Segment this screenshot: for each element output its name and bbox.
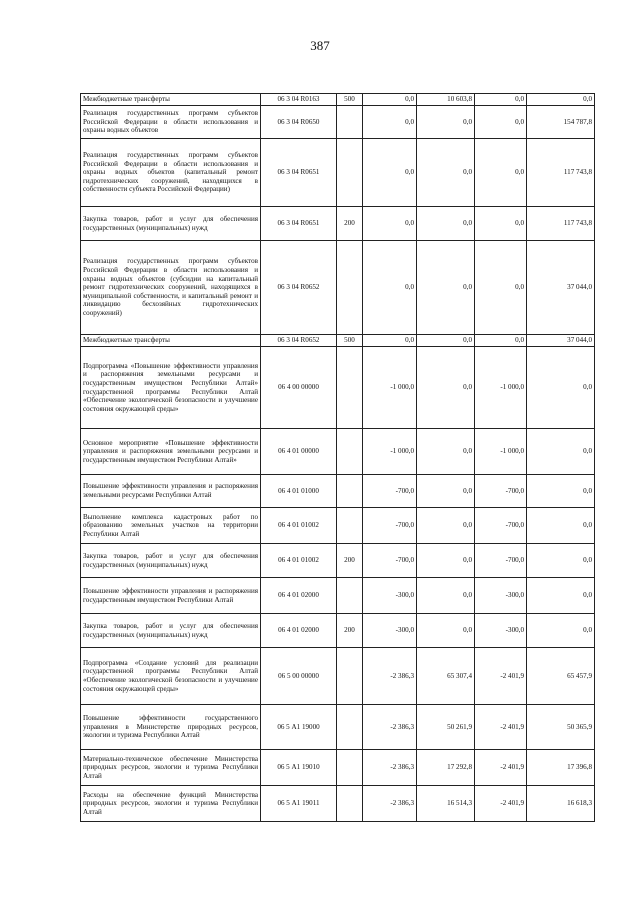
amount-cell-3: -700,0 [475,508,527,544]
table-row [81,705,595,750]
amount-cell-3: 0,0 [475,139,527,207]
expense-type-cell [337,648,363,705]
budget-table [80,93,595,822]
amount-cell-1: -700,0 [363,544,417,578]
table-row [81,241,595,335]
amount-cell-1: 0,0 [363,335,417,347]
expense-name-cell: Межбюджетные трансферты [81,94,261,106]
amount-cell-3: -700,0 [475,475,527,508]
table-row [81,508,595,544]
expense-name-cell: Повышение эффективности управления и распоряжения земельными ресурсами Республики Алтай [81,475,261,508]
target-article-code-cell: 06 3 04 R0163 [261,94,337,106]
page-number: 387 [310,38,330,53]
amount-cell-2: 17 292,8 [417,750,475,786]
amount-cell-4: 0,0 [527,429,595,475]
expense-name-cell: Выполнение комплекса кадастровых работ по образованию земельных участков на территории Республики Алтай [81,508,261,544]
target-article-code-cell: 06 5 00 00000 [261,648,337,705]
table-row [81,429,595,475]
amount-cell-2: 0,0 [417,475,475,508]
amount-cell-2: 0,0 [417,508,475,544]
amount-cell-3: -2 401,9 [475,786,527,822]
target-article-code-cell: 06 4 01 01002 [261,544,337,578]
expense-type-cell: 200 [337,207,363,241]
expense-type-cell [337,750,363,786]
table-row [81,786,595,822]
amount-cell-4: 16 618,3 [527,786,595,822]
amount-cell-1: 0,0 [363,106,417,139]
amount-cell-1: -2 386,3 [363,705,417,750]
table-row [81,750,595,786]
expense-type-cell [337,106,363,139]
table-row [81,335,595,347]
amount-cell-1: 0,0 [363,207,417,241]
target-article-code-cell: 06 3 04 R0650 [261,106,337,139]
expense-type-cell: 500 [337,94,363,106]
expense-name-cell: Межбюджетные трансферты [81,335,261,347]
amount-cell-4: 154 787,8 [527,106,595,139]
table-row [81,544,595,578]
expense-type-cell [337,578,363,614]
amount-cell-4: 0,0 [527,614,595,648]
table-row [81,106,595,139]
target-article-code-cell: 06 3 04 R0652 [261,335,337,347]
budget-table-body [81,94,595,822]
amount-cell-4: 17 396,8 [527,750,595,786]
expense-name-cell: Закупка товаров, работ и услуг для обеспечения государственных (муниципальных) нужд [81,614,261,648]
expense-type-cell [337,705,363,750]
target-article-code-cell: 06 4 01 02000 [261,614,337,648]
expense-name-cell: Повышение эффективности государственного управления в Министерстве природных ресурсов, экологии и туризма Республики Алтай [81,705,261,750]
amount-cell-3: -2 401,9 [475,705,527,750]
amount-cell-1: -2 386,3 [363,750,417,786]
expense-name-cell: Реализация государственных программ субъектов Российской Федерации в области использования и охраны водных объектов (капитальный ремонт гидротехнических сооружений, находящихся в собственности субъекта Российской Федерации) [81,139,261,207]
amount-cell-4: 0,0 [527,94,595,106]
expense-name-cell: Повышение эффективности управления и распоряжения государственным имуществом Республики Алтай [81,578,261,614]
target-article-code-cell: 06 5 А1 19010 [261,750,337,786]
amount-cell-4: 65 457,9 [527,648,595,705]
amount-cell-4: 0,0 [527,578,595,614]
table-row [81,94,595,106]
expense-name-cell: Реализация государственных программ субъектов Российской Федерации в области использования и охраны водных объектов [81,106,261,139]
amount-cell-1: 0,0 [363,241,417,335]
amount-cell-1: -300,0 [363,578,417,614]
expense-type-cell [337,241,363,335]
target-article-code-cell: 06 4 01 00000 [261,429,337,475]
amount-cell-4: 0,0 [527,508,595,544]
target-article-code-cell: 06 4 01 01002 [261,508,337,544]
target-article-code-cell: 06 4 00 00000 [261,347,337,429]
amount-cell-2: 0,0 [417,207,475,241]
expense-name-cell: Подпрограмма «Создание условий для реализации государственной программы Республики Алтай «Обеспечение экологической безопасности и улучшение состояния окружающей среды» [81,648,261,705]
expense-type-cell [337,429,363,475]
expense-type-cell [337,139,363,207]
target-article-code-cell: 06 4 01 01000 [261,475,337,508]
expense-type-cell: 500 [337,335,363,347]
amount-cell-3: -300,0 [475,578,527,614]
amount-cell-1: -700,0 [363,508,417,544]
expense-name-cell: Материально-техническое обеспечение Министерства природных ресурсов, экологии и туризма Республики Алтай [81,750,261,786]
target-article-code-cell: 06 5 А1 19000 [261,705,337,750]
amount-cell-2: 0,0 [417,106,475,139]
table-row [81,475,595,508]
expense-name-cell: Закупка товаров, работ и услуг для обеспечения государственных (муниципальных) нужд [81,207,261,241]
amount-cell-3: -2 401,9 [475,750,527,786]
amount-cell-3: 0,0 [475,241,527,335]
amount-cell-2: 0,0 [417,578,475,614]
table-row [81,139,595,207]
amount-cell-3: -300,0 [475,614,527,648]
amount-cell-2: 0,0 [417,335,475,347]
expense-name-cell: Основное мероприятие «Повышение эффективности управления и распоряжения земельными ресурсами и государственным имуществом Республики Алтай» [81,429,261,475]
amount-cell-2: 0,0 [417,429,475,475]
amount-cell-4: 37 044,0 [527,335,595,347]
table-row [81,207,595,241]
amount-cell-2: 65 307,4 [417,648,475,705]
expense-type-cell [337,786,363,822]
expense-type-cell: 200 [337,544,363,578]
expense-type-cell [337,475,363,508]
amount-cell-4: 117 743,8 [527,139,595,207]
amount-cell-1: -700,0 [363,475,417,508]
table-row [81,347,595,429]
amount-cell-2: 0,0 [417,544,475,578]
target-article-code-cell: 06 5 А1 19011 [261,786,337,822]
amount-cell-2: 10 603,8 [417,94,475,106]
amount-cell-1: 0,0 [363,139,417,207]
amount-cell-4: 0,0 [527,544,595,578]
expense-name-cell: Закупка товаров, работ и услуг для обеспечения государственных (муниципальных) нужд [81,544,261,578]
expense-type-cell [337,508,363,544]
expense-name-cell: Подпрограмма «Повышение эффективности управления и распоряжения земельными ресурсами и государственным имуществом Республики Алтай» государственной программы Республики Алтай «Обеспечение экологической безопасности и улучшение состояния окружающей среды» [81,347,261,429]
target-article-code-cell: 06 3 04 R0651 [261,207,337,241]
amount-cell-3: 0,0 [475,335,527,347]
amount-cell-3: -700,0 [475,544,527,578]
expense-type-cell: 200 [337,614,363,648]
amount-cell-3: 0,0 [475,94,527,106]
amount-cell-1: -2 386,3 [363,786,417,822]
expense-name-cell: Реализация государственных программ субъектов Российской Федерации в области использования и охраны водных объектов (субсидии на капитальный ремонт гидротехнических сооружений, находящихся в муниципальной собственности, и капитальный ремонт и ликвидацию бесхозяйных гидротехнических сооружений) [81,241,261,335]
amount-cell-1: -2 386,3 [363,648,417,705]
amount-cell-1: -1 000,0 [363,429,417,475]
amount-cell-3: 0,0 [475,207,527,241]
amount-cell-4: 0,0 [527,475,595,508]
table-row [81,648,595,705]
table-row [81,614,595,648]
amount-cell-2: 0,0 [417,139,475,207]
amount-cell-4: 0,0 [527,347,595,429]
amount-cell-2: 0,0 [417,614,475,648]
amount-cell-4: 117 743,8 [527,207,595,241]
amount-cell-3: -2 401,9 [475,648,527,705]
expense-type-cell [337,347,363,429]
amount-cell-3: 0,0 [475,106,527,139]
amount-cell-2: 0,0 [417,347,475,429]
amount-cell-3: -1 000,0 [475,429,527,475]
amount-cell-4: 37 044,0 [527,241,595,335]
amount-cell-4: 50 365,9 [527,705,595,750]
amount-cell-2: 16 514,3 [417,786,475,822]
amount-cell-2: 50 261,9 [417,705,475,750]
amount-cell-3: -1 000,0 [475,347,527,429]
amount-cell-1: -300,0 [363,614,417,648]
expense-name-cell: Расходы на обеспечение функций Министерства природных ресурсов, экологии и туризма Республики Алтай [81,786,261,822]
target-article-code-cell: 06 3 04 R0652 [261,241,337,335]
amount-cell-1: -1 000,0 [363,347,417,429]
target-article-code-cell: 06 3 04 R0651 [261,139,337,207]
target-article-code-cell: 06 4 01 02000 [261,578,337,614]
amount-cell-2: 0,0 [417,241,475,335]
amount-cell-1: 0,0 [363,94,417,106]
table-row [81,578,595,614]
